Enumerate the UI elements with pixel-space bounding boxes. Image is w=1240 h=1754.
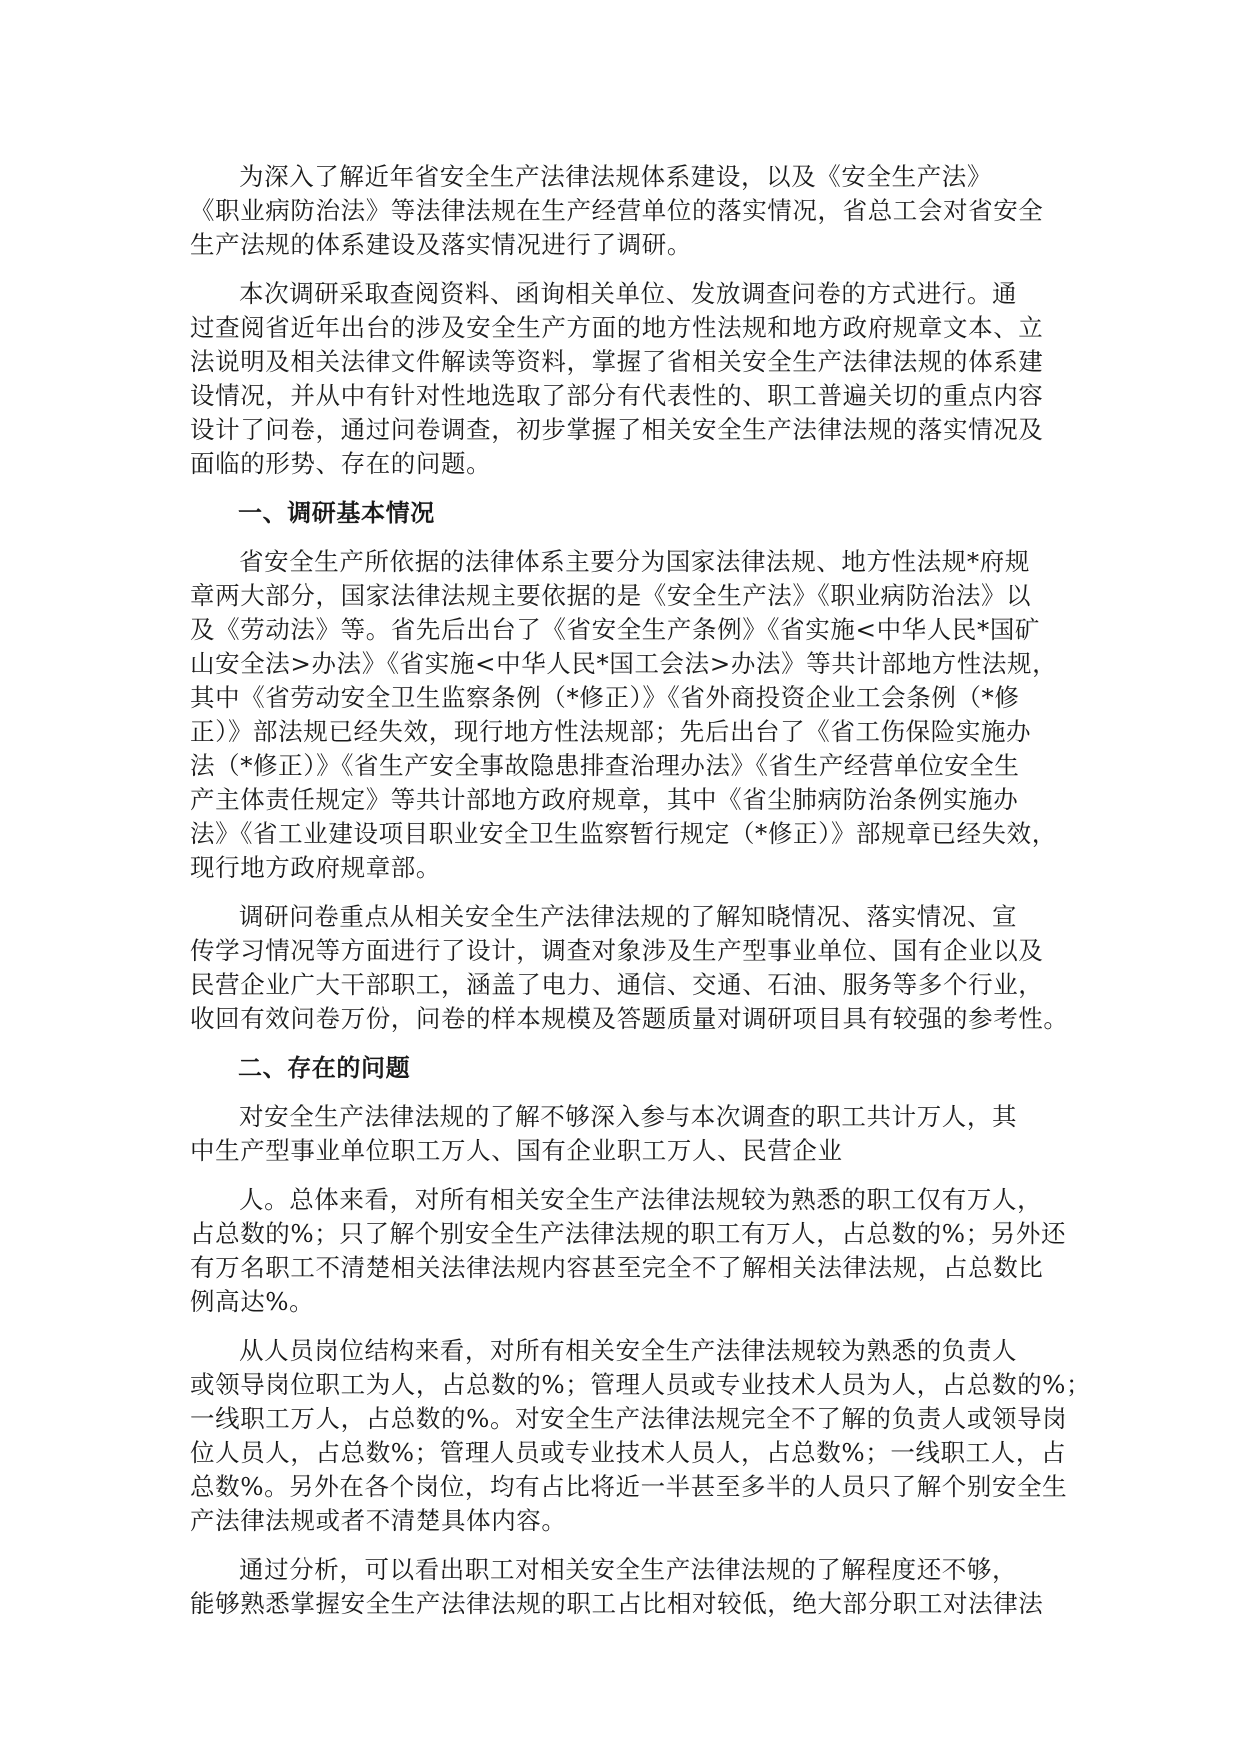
paragraph-line: 现行地方政府规章部。	[190, 853, 441, 882]
paragraph-line: 其中《省劳动安全卫生监察条例（*修正）》《省外商投资企业工会条例（*修	[190, 683, 1020, 712]
paragraph-line: 设计了问卷，通过问卷调查，初步掌握了相关安全生产法律法规的落实情况及	[190, 415, 1044, 444]
paragraph-line: 及《劳动法》等。省先后出台了《省安全生产条例》《省实施<中华人民*国矿	[190, 615, 1041, 644]
section-heading	[190, 1051, 1055, 1085]
paragraph-line: 民营企业广大干部职工，涵盖了电力、通信、交通、石油、服务等多个行业，	[190, 970, 1044, 999]
body-paragraph	[190, 1100, 1055, 1168]
paragraph-line: 法说明及相关法律文件解读等资料，掌握了省相关安全生产法律法规的体系建	[190, 347, 1044, 376]
paragraph-line: 能够熟悉掌握安全生产法律法规的职工占比相对较低，绝大部分职工对法律法	[190, 1589, 1044, 1618]
body-paragraph	[190, 900, 1069, 1036]
paragraph-line: 位人员人，占总数%；管理人员或专业技术人员人，占总数%；一线职工人，占	[190, 1438, 1067, 1467]
section-heading	[190, 496, 1055, 530]
body-paragraph	[190, 160, 1055, 262]
paragraph-line: 对安全生产法律法规的了解不够深入参与本次调查的职工共计万人，其	[239, 1102, 1018, 1131]
paragraph-line: 通过分析，可以看出职工对相关安全生产法律法规的了解程度还不够，	[239, 1555, 1018, 1584]
paragraph-line: 生产法规的体系建设及落实情况进行了调研。	[190, 230, 692, 259]
paragraph-line: 传学习情况等方面进行了设计，调查对象涉及生产型事业单位、国有企业以及	[190, 936, 1044, 965]
paragraph-line: 一线职工万人，占总数的%。对安全生产法律法规完全不了解的负责人或领导岗	[190, 1404, 1068, 1433]
body-paragraph	[190, 1183, 1067, 1319]
heading-text: 二、存在的问题	[238, 1054, 411, 1082]
paragraph-line: 产主体责任规定》等共计部地方政府规章，其中《省尘肺病防治条例实施办	[190, 785, 1019, 814]
paragraph-line: 正）》部法规已经失效，现行地方性法规部；先后出台了《省工伤保险实施办	[190, 717, 1032, 746]
paragraph-line: 总数%。另外在各个岗位，均有占比将近一半甚至多半的人员只了解个别安全生	[190, 1472, 1068, 1501]
paragraph-line: 设情况，并从中有针对性地选取了部分有代表性的、职工普遍关切的重点内容	[190, 381, 1044, 410]
body-paragraph	[190, 1553, 1055, 1621]
body-paragraph	[190, 277, 1055, 481]
paragraph-line: 法（*修正）》《省生产安全事故隐患排查治理办法》《省生产经营单位安全生	[190, 751, 1020, 780]
paragraph-line: 为深入了解近年省安全生产法律法规体系建设，以及《安全生产法》	[239, 162, 992, 191]
paragraph-line: 中生产型事业单位职工万人、国有企业职工万人、民营企业	[190, 1136, 843, 1165]
paragraph-line: 面临的形势、存在的问题。	[190, 449, 492, 478]
paragraph-line: 或领导岗位职工为人，占总数的%；管理人员或专业技术人员为人，占总数的%；	[190, 1370, 1092, 1399]
paragraph-line: 例高达%。	[190, 1287, 315, 1316]
paragraph-line: 山安全法>办法》《省实施<中华人民*国工会法>办法》等共计部地方性法规，	[190, 649, 1058, 678]
paragraph-line: 过查阅省近年出台的涉及安全生产方面的地方性法规和地方政府规章文本、立	[190, 313, 1044, 342]
paragraph-line: 人。总体来看，对所有相关安全生产法律法规较为熟悉的职工仅有万人，	[239, 1185, 1043, 1214]
paragraph-line: 占总数的%；只了解个别安全生产法律法规的职工有万人，占总数的%；另外还	[190, 1219, 1067, 1248]
paragraph-line: 《职业病防治法》等法律法规在生产经营单位的落实情况，省总工会对省安全	[190, 196, 1044, 225]
paragraph-line: 有万名职工不清楚相关法律法规内容甚至完全不了解相关法律法规，占总数比	[190, 1253, 1044, 1282]
body-paragraph	[190, 545, 1058, 885]
paragraph-line: 法》《省工业建设项目职业安全卫生监察暂行规定（*修正）》部规章已经失效，	[190, 819, 1057, 848]
paragraph-line: 章两大部分，国家法律法规主要依据的是《安全生产法》《职业病防治法》以	[190, 581, 1032, 610]
body-paragraph	[190, 1334, 1092, 1538]
document-body	[190, 160, 1092, 1636]
paragraph-line: 调研问卷重点从相关安全生产法律法规的了解知晓情况、落实情况、宣	[239, 902, 1018, 931]
paragraph-line: 省安全生产所依据的法律体系主要分为国家法律法规、地方性法规*府规	[239, 547, 1030, 576]
heading-text: 一、调研基本情况	[238, 499, 435, 527]
paragraph-line: 收回有效问卷万份，问卷的样本规模及答题质量对调研项目具有较强的参考性。	[190, 1004, 1069, 1033]
paragraph-line: 产法律法规或者不清楚具体内容。	[190, 1506, 567, 1535]
paragraph-line: 从人员岗位结构来看，对所有相关安全生产法律法规较为熟悉的负责人	[239, 1336, 1018, 1365]
paragraph-line: 本次调研采取查阅资料、函询相关单位、发放调查问卷的方式进行。通	[239, 279, 1018, 308]
